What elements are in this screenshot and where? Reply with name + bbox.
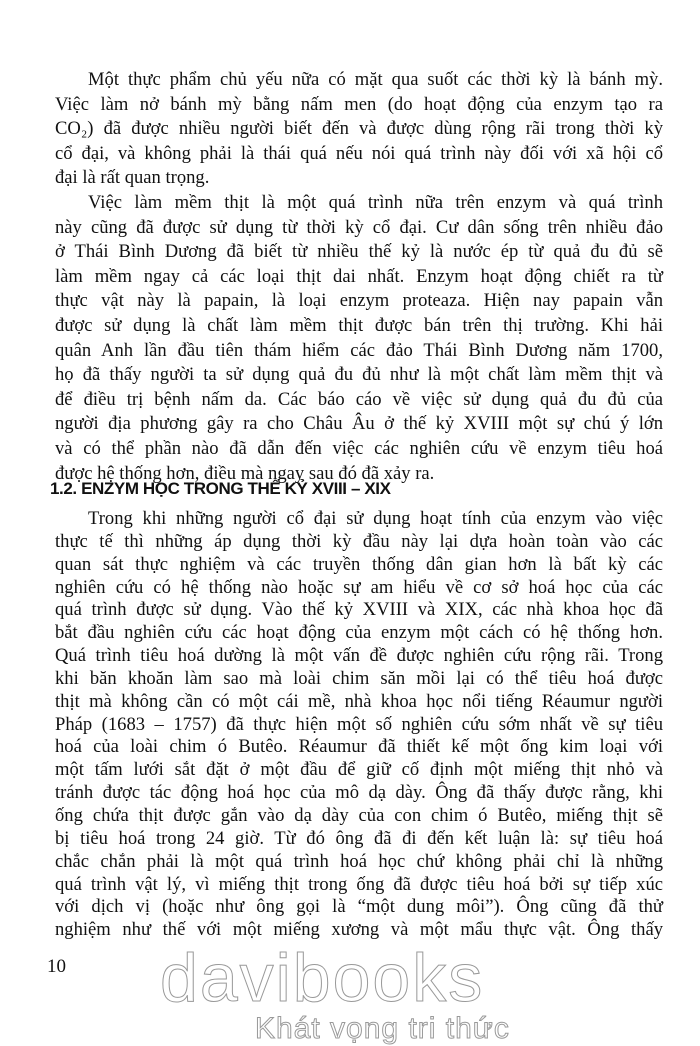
page-number: 10 [47, 956, 66, 977]
text-line: quân Anh lần đầu tiên thám hiểm các đảo Thái Bình Dương năm 1700, [55, 339, 663, 361]
text-line: Pháp (1683 – 1757) đã thực hiện một số nghiên cứu sớm nhất về sự tiêu [55, 713, 663, 735]
watermark-brand: davibooks [160, 940, 485, 1016]
text-line: họ đã thấy người ta sử dụng quả đu đủ như là một chất làm mềm thịt và [55, 364, 663, 386]
text-line: nghiên cứu có hệ thống nào hoặc sự am hiểu về cơ sở hoá học của các [55, 576, 663, 598]
text-line: cổ đại, và không phải là thái quá nếu nói quá trình này đối với xã hội cổ [55, 142, 663, 164]
text-line: Việc làm nở bánh mỳ bằng nấm men (do hoạt động của enzym tạo ra [55, 93, 663, 115]
text-line: Trong khi những người cổ đại sử dụng hoạt tính của enzym vào việc [88, 508, 663, 529]
text-line: tránh được tác động hoá học của mô dạ dày. Ông đã thấy được rằng, khi [55, 782, 663, 804]
text-line: Một thực phẩm chủ yếu nữa có mặt qua suốt các thời kỳ là bánh mỳ. [88, 69, 663, 90]
text-line: quá trình được sử dụng. Vào thế kỷ XVIII và XIX, các nhà khoa học đã [55, 599, 663, 621]
text-line: thực tế thì những áp dụng thời kỳ đầu này lại dựa hoàn toàn vào các [55, 530, 663, 552]
text-line: được sử dụng là chất làm mềm thịt được bán trên thị trường. Khi hải [55, 314, 663, 336]
watermark-slogan: Khát vọng tri thức [255, 1012, 510, 1045]
text-line: khi băn khoăn làm sao mà loài chim săn mồi lại có thể tiêu hoá được [55, 667, 663, 689]
text-line: và có thể phần nào đã dẫn đến việc các nghiên cứu về enzym tiêu hoá [55, 437, 663, 459]
section-b-text [55, 508, 663, 942]
text-line: này cũng đã được sử dụng từ thời kỳ cổ đại. Cư dân sống trên nhiều đảo [55, 216, 663, 238]
text-line: người địa phương gây ra cho Châu Âu ở thế kỷ XVIII một sự chú ý lớn [55, 413, 663, 435]
text-line: hoá của loài chim ó Butêo. Réaumur đã thiết kế một ống kim loại với [55, 736, 663, 758]
text-line: thịt mà không cần có một cái mề, nhà khoa học nổi tiếng Réaumur người [55, 690, 663, 712]
text-line: để điều trị bệnh nấm da. Các báo cáo về việc sử dụng quả đu đủ của [55, 388, 663, 410]
text-line: bị tiêu hoá trong 24 giờ. Từ đó ông đã đi đến kết luận là: sự tiêu hoá [55, 827, 663, 849]
text-line: chắc chắn phải là một quá trình hoá học chứ không phải chỉ là những [55, 850, 663, 872]
text-line: ở Thái Bình Dương đã biết từ nhiều thế kỷ là nước ép từ quả đu đủ sẽ [55, 241, 663, 263]
text-line: Quá trình tiêu hoá dường là một vấn đề được nghiên cứu rộng rãi. Trong [55, 645, 663, 667]
text-line: làm mềm ngay cả các loại thịt dai nhất. Enzym hoạt động chiết ra từ [55, 265, 663, 287]
text-line: quan sát thực nghiệm và các truyền thống dân gian hơn là bất kỳ các [55, 553, 663, 575]
text-line: thực vật này là papain, là loại enzym proteaza. Hiện nay papain vẫn [55, 290, 663, 312]
section-heading: 1.2. ENZYM HỌC TRONG THẾ KỶ XVIII – XIX [50, 479, 391, 498]
text-line: với dịch vị (hoặc như ông gọi là “một dung môi”). Ông cũng đã thử [55, 896, 663, 918]
text-line: một tấm lưới sắt đặt ở một đầu để giữ cố định một miếng thịt nhỏ và [55, 759, 663, 781]
text-line: CO₂) đã được nhiều người biết đến và được dùng rộng rãi trong thời kỳ [55, 118, 663, 140]
text-line: quá trình vật lý, vì miếng thịt trong ống đã được tiêu hoá bởi sự tiếp xúc [55, 873, 663, 895]
text-line: nghiệm như thế với một miếng xương và một mẩu thực vật. Ông thấy [55, 919, 663, 941]
section-a-text [55, 68, 663, 486]
text-line: Việc làm mềm thịt là một quá trình nữa trên enzym và quá trình [88, 191, 663, 213]
text-line: ống chứa thịt được gắn vào dạ dày của con chim ó Butêo, miếng thịt sẽ [55, 804, 663, 826]
text-line: đại là rất quan trọng. [55, 167, 210, 189]
text-line: bắt đầu nghiên cứu các hoạt động của enzym một cách có hệ thống hơn. [55, 622, 663, 644]
text-line: được hệ thống hơn, điều mà ngay sau đó đã xảy ra. [55, 462, 435, 484]
